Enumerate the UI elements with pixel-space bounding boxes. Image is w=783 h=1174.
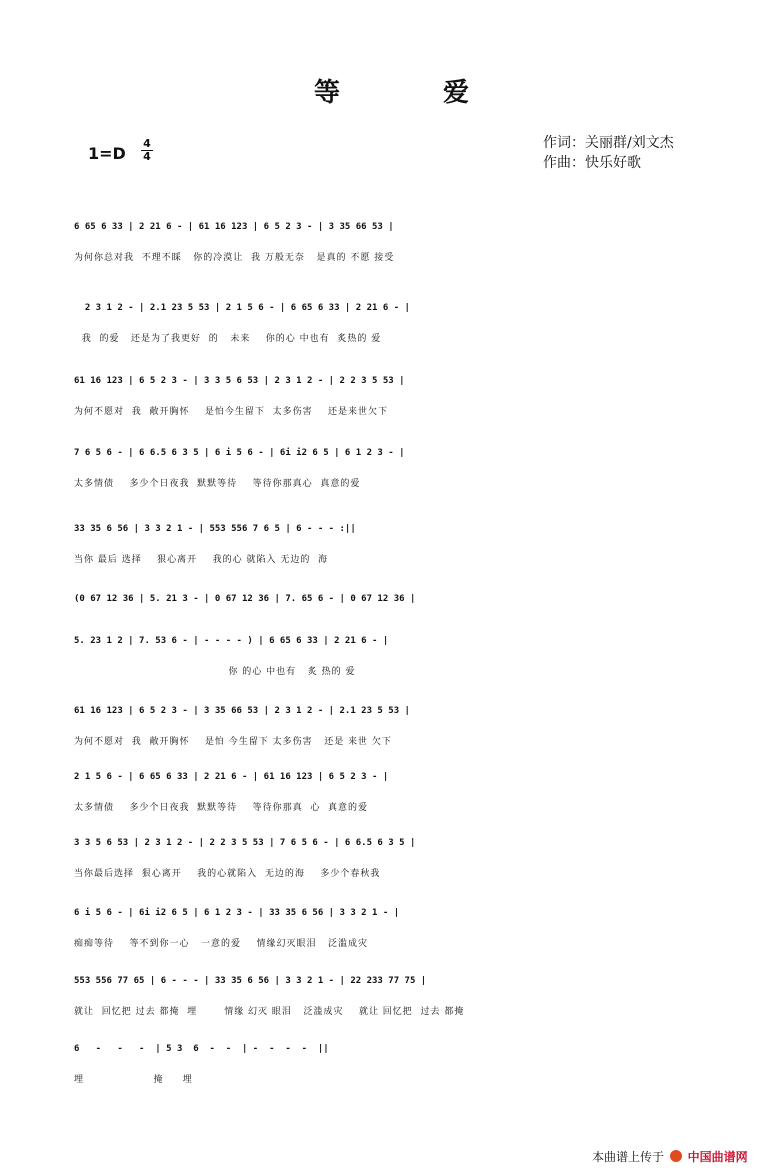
score-row — [0, 440, 783, 489]
lyrics-line: 为何你总对我 不理不睬 你的冷漠让 我 万般无奈 是真的 不愿 接受 — [74, 253, 395, 263]
lyrics-line: 为何不愿对 我 敞开胸怀 是怕今生留下 太多伤害 还是来世欠下 — [74, 407, 389, 417]
score-row — [0, 1036, 783, 1085]
lyrics-line: 太多情债 多少个日夜我 默默等待 等待你那真 心 真意的爱 — [74, 803, 369, 813]
site-logo-icon — [670, 1150, 682, 1162]
score-row — [0, 764, 783, 813]
score-row — [0, 368, 783, 417]
notation-line: 3 3 5 6 53 | 2 3 1 2 - | 2 2 3 5 53 | 7 6 5 6 - | 6 6.5 6 3 5 | — [74, 838, 416, 848]
score-row — [0, 830, 783, 879]
score-row — [0, 698, 783, 747]
score-row — [0, 516, 783, 565]
score-row — [0, 586, 783, 626]
notation-line: 6 - - - | 5 3 6 - - | - - - - || — [74, 1044, 329, 1054]
notation-line: 2 3 1 2 - | 2.1 23 5 53 | 2 1 5 6 - | 6 65 6 33 | 2 21 6 - | — [74, 303, 410, 313]
lyrics-line: 痴痴等待 等不到你一心 一意的爱 情缘幻灭眼泪 泛滥成灾 — [74, 939, 369, 949]
key-signature: 1=D — [88, 144, 126, 163]
composer-credit: 作曲：快乐好歌 — [543, 155, 641, 171]
lyrics-line: 当你最后选择 狠心离开 我的心就陷入 无边的海 多少个春秋我 — [74, 869, 381, 879]
score-row — [0, 214, 783, 263]
notation-line: (0 67 12 36 | 5. 21 3 - | 0 67 12 36 | 7. 65 6 - | 0 67 12 36 | — [74, 594, 416, 604]
score-row — [0, 900, 783, 949]
footer-text: 本曲谱上传于 — [592, 1150, 665, 1164]
credits — [543, 133, 674, 173]
score-row — [0, 628, 783, 677]
lyrics-line: 我 的爱 还是为了我更好 的 未来 你的心 中也有 炙热的 爱 — [74, 334, 382, 344]
notation-line: 6 65 6 33 | 2 21 6 - | 61 16 123 | 6 5 2 3 - | 3 35 66 53 | — [74, 222, 394, 232]
notation-line: 33 35 6 56 | 3 3 2 1 - | 553 556 7 6 5 | 6 - - - :|| — [74, 524, 356, 534]
lyrics-line: 就让 回忆把 过去 都掩 埋 情缘 幻灭 眼泪 泛滥成灾 就让 回忆把 过去 都掩 — [74, 1007, 465, 1017]
lyrics-line: 太多情债 多少个日夜我 默默等待 等待你那真心 真意的爱 — [74, 479, 361, 489]
notation-line: 61 16 123 | 6 5 2 3 - | 3 3 5 6 53 | 2 3 1 2 - | 2 2 3 5 53 | — [74, 376, 405, 386]
lyrics-line: 埋 掩 埋 — [74, 1075, 193, 1085]
lyrics-line: 为何不愿对 我 敞开胸怀 是怕 今生留下 太多伤害 还是 来世 欠下 — [74, 737, 392, 747]
notation-line: 2 1 5 6 - | 6 65 6 33 | 2 21 6 - | 61 16 123 | 6 5 2 3 - | — [74, 772, 389, 782]
notation-line: 553 556 77 65 | 6 - - - | 33 35 6 56 | 3 3 2 1 - | 22 233 77 75 | — [74, 976, 427, 986]
score-row — [0, 968, 783, 1017]
title-char-1: 等 — [313, 78, 340, 108]
title-char-2: 爱 — [443, 78, 470, 108]
notation-line: 7 6 5 6 - | 6 6.5 6 3 5 | 6 i 5 6 - | 6i i2 6 5 | 6 1 2 3 - | — [74, 448, 405, 458]
lyrics-line: 当你 最后 选择 狠心离开 我的心 就陷入 无边的 海 — [74, 555, 329, 565]
time-signature-top: 4 — [143, 137, 151, 150]
notation-line: 6 i 5 6 - | 6i i2 6 5 | 6 1 2 3 - | 33 35 6 56 | 3 3 2 1 - | — [74, 908, 400, 918]
notation-line: 61 16 123 | 6 5 2 3 - | 3 35 66 53 | 2 3 1 2 - | 2.1 23 5 53 | — [74, 706, 410, 716]
time-signature — [141, 138, 153, 163]
lyricist-credit: 作词：关丽群/刘文杰 — [543, 135, 674, 151]
time-signature-bottom: 4 — [143, 150, 151, 163]
site-name: 中国曲谱网 — [687, 1150, 748, 1164]
notation-line: 5. 23 1 2 | 7. 53 6 - | - - - - ) | 6 65 6 33 | 2 21 6 - | — [74, 636, 389, 646]
song-title — [0, 72, 783, 109]
footer — [592, 1148, 748, 1165]
score-row — [0, 295, 783, 344]
lyrics-line: 你 的心 中也有 炙 热的 爱 — [74, 667, 356, 677]
